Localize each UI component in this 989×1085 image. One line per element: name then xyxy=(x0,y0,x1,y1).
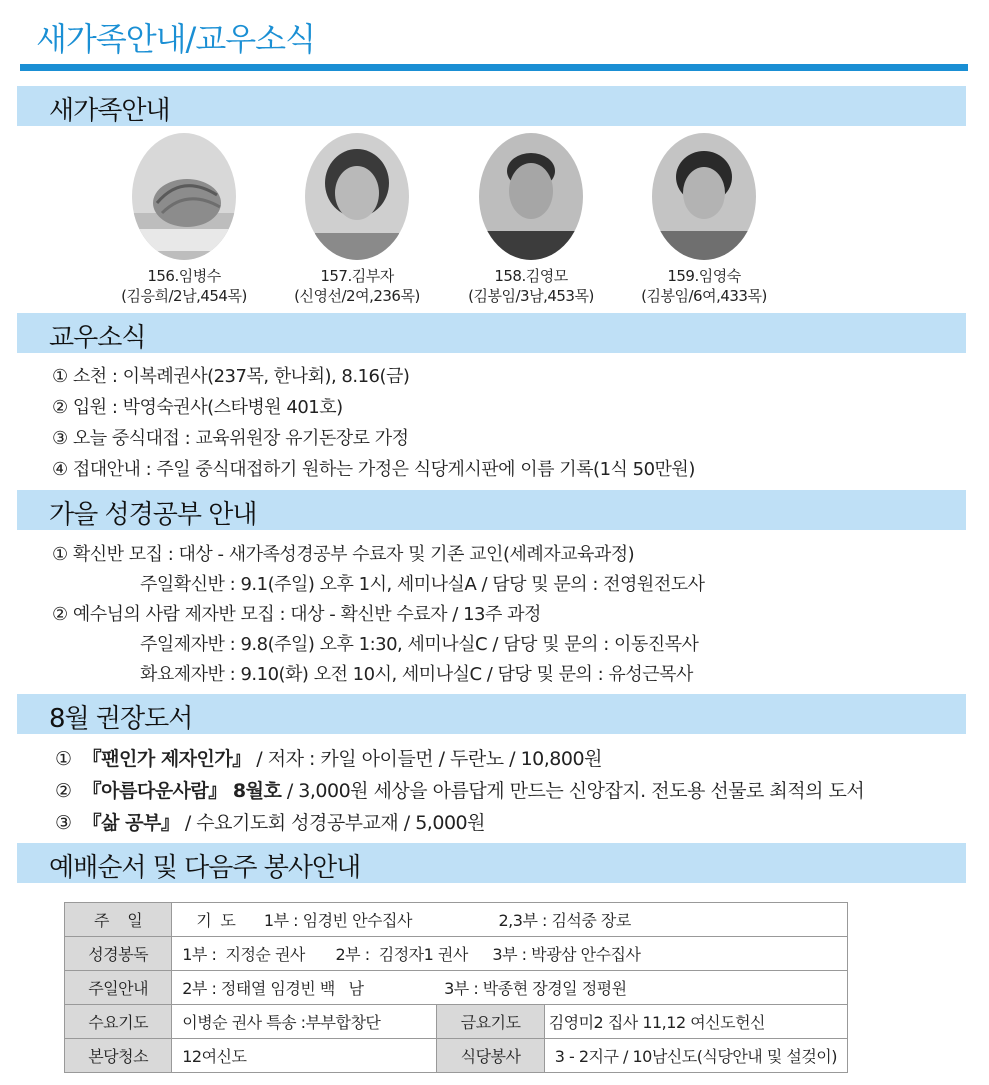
section-header-newfamily xyxy=(17,86,966,126)
newfamily-caption xyxy=(267,266,447,306)
table-cell: 이병순 권사 특송 :부부합창단 xyxy=(172,1005,437,1039)
newfamily-detail: (김응희/2남,454목) xyxy=(121,287,247,305)
book-title: 『삶 공부』 xyxy=(82,812,180,834)
section-title: 교우소식 xyxy=(49,323,146,353)
section-title: 8월 권장도서 xyxy=(49,704,193,734)
section-header-news xyxy=(17,313,966,353)
section-header-books xyxy=(17,694,966,734)
title-rule xyxy=(20,64,968,71)
man-portrait-photo xyxy=(479,133,583,260)
newfamily-caption xyxy=(441,266,621,306)
book-info: / 수요기도회 성경공부교재 / 5,000원 xyxy=(179,812,485,834)
table-row xyxy=(65,971,848,1005)
folded-hands-photo xyxy=(132,133,236,260)
study-item: ① 확신반 모집 : 대상 - 새가족성경공부 수료자 및 기존 교인(세례자교육과정) xyxy=(52,544,635,565)
study-item: ② 예수님의 사람 제자반 모집 : 대상 - 확신반 수료자 / 13주 과정 xyxy=(52,604,541,625)
table-cell xyxy=(172,971,848,1005)
section-header-service xyxy=(17,843,966,883)
table-row xyxy=(65,903,848,937)
reading-first: 1부 : 지정순 권사 xyxy=(182,945,305,964)
table-cell: 12여신도 xyxy=(172,1039,437,1073)
table-row xyxy=(65,1039,848,1073)
table-label: 수요기도 xyxy=(65,1005,172,1039)
section-title: 새가족안내 xyxy=(49,96,170,126)
table-label: 성경봉독 xyxy=(65,937,172,971)
book-info: / 3,000원 세상을 아름답게 만드는 신앙잡지. 전도용 선물로 최적의 도서 xyxy=(281,780,865,802)
book-item xyxy=(55,808,485,835)
book-item xyxy=(55,776,864,803)
book-extra: 8월호 xyxy=(226,780,282,802)
table-cell: 김영미2 집사 11,12 여신도헌신 xyxy=(544,1005,847,1039)
study-subitem: 주일제자반 : 9.8(주일) 오후 1:30, 세미나실C / 담당 및 문의 : 이동진목사 xyxy=(140,634,699,655)
book-number: ② xyxy=(55,780,72,802)
section-header-study xyxy=(17,490,966,530)
table-label: 주 일 xyxy=(65,903,172,937)
news-item: ② 입원 : 박영숙권사(스타병원 401호) xyxy=(52,397,343,418)
table-label: 식당봉사 xyxy=(437,1039,544,1073)
table-cell xyxy=(172,937,848,971)
usher-second: 2부 : 정태열 임경빈 백 남 xyxy=(182,979,364,998)
newfamily-detail: (김봉임/3남,453목) xyxy=(468,287,594,305)
section-title: 예배순서 및 다음주 봉사안내 xyxy=(49,853,361,883)
section-title: 가을 성경공부 안내 xyxy=(49,500,257,530)
newfamily-name: 157.김부자 xyxy=(320,267,394,285)
newfamily-detail: (신영선/2여,236목) xyxy=(294,287,420,305)
book-item xyxy=(55,744,602,771)
prayer-first-service: 1부 : 임경빈 안수집사 xyxy=(263,911,412,930)
reading-third: 3부 : 박광삼 안수집사 xyxy=(492,945,641,964)
table-row xyxy=(65,937,848,971)
reading-second: 2부 : 김정자1 권사 xyxy=(335,945,468,964)
woman-portrait-photo xyxy=(305,133,409,260)
newfamily-name: 159.임영숙 xyxy=(667,267,741,285)
table-label: 주일안내 xyxy=(65,971,172,1005)
book-title: 『팬인가 제자인가』 xyxy=(82,748,251,770)
study-subitem: 주일확신반 : 9.1(주일) 오후 1시, 세미나실A / 담당 및 문의 : 전영원전도사 xyxy=(140,574,705,595)
table-cell: 3 - 2지구 / 10남신도(식당안내 및 설겆이) xyxy=(544,1039,847,1073)
news-item: ① 소천 : 이복례권사(237목, 한나회), 8.16(금) xyxy=(52,366,410,387)
news-item: ④ 접대안내 : 주일 중식대접하기 원하는 가정은 식당게시판에 이름 기록(1식 50만원) xyxy=(52,459,695,480)
table-label: 금요기도 xyxy=(437,1005,544,1039)
page-title: 새가족안내/교우소식 xyxy=(36,20,315,58)
prayer-other-services: 2,3부 : 김석중 장로 xyxy=(498,911,631,930)
woman-portrait-photo xyxy=(652,133,756,260)
prayer-label: 기 도 xyxy=(196,911,236,930)
table-cell xyxy=(172,903,848,937)
newfamily-name: 158.김영모 xyxy=(494,267,568,285)
table-row xyxy=(65,1005,848,1039)
news-item: ③ 오늘 중식대접 : 교육위원장 유기돈장로 가정 xyxy=(52,428,409,449)
newfamily-caption xyxy=(614,266,794,306)
book-number: ③ xyxy=(55,812,72,834)
book-number: ① xyxy=(55,748,72,770)
table-label: 본당청소 xyxy=(65,1039,172,1073)
study-subitem: 화요제자반 : 9.10(화) 오전 10시, 세미나실C / 담당 및 문의 : 유성근목사 xyxy=(140,664,693,685)
newfamily-name: 156.임병수 xyxy=(147,267,221,285)
usher-third: 3부 : 박종현 장경일 정평원 xyxy=(444,979,627,998)
newfamily-caption xyxy=(94,266,274,306)
book-info: / 저자 : 카일 아이들먼 / 두란노 / 10,800원 xyxy=(250,748,602,770)
service-table xyxy=(64,902,848,1073)
newfamily-detail: (김봉임/6여,433목) xyxy=(641,287,767,305)
book-title: 『아름다운사람』 xyxy=(82,780,227,802)
